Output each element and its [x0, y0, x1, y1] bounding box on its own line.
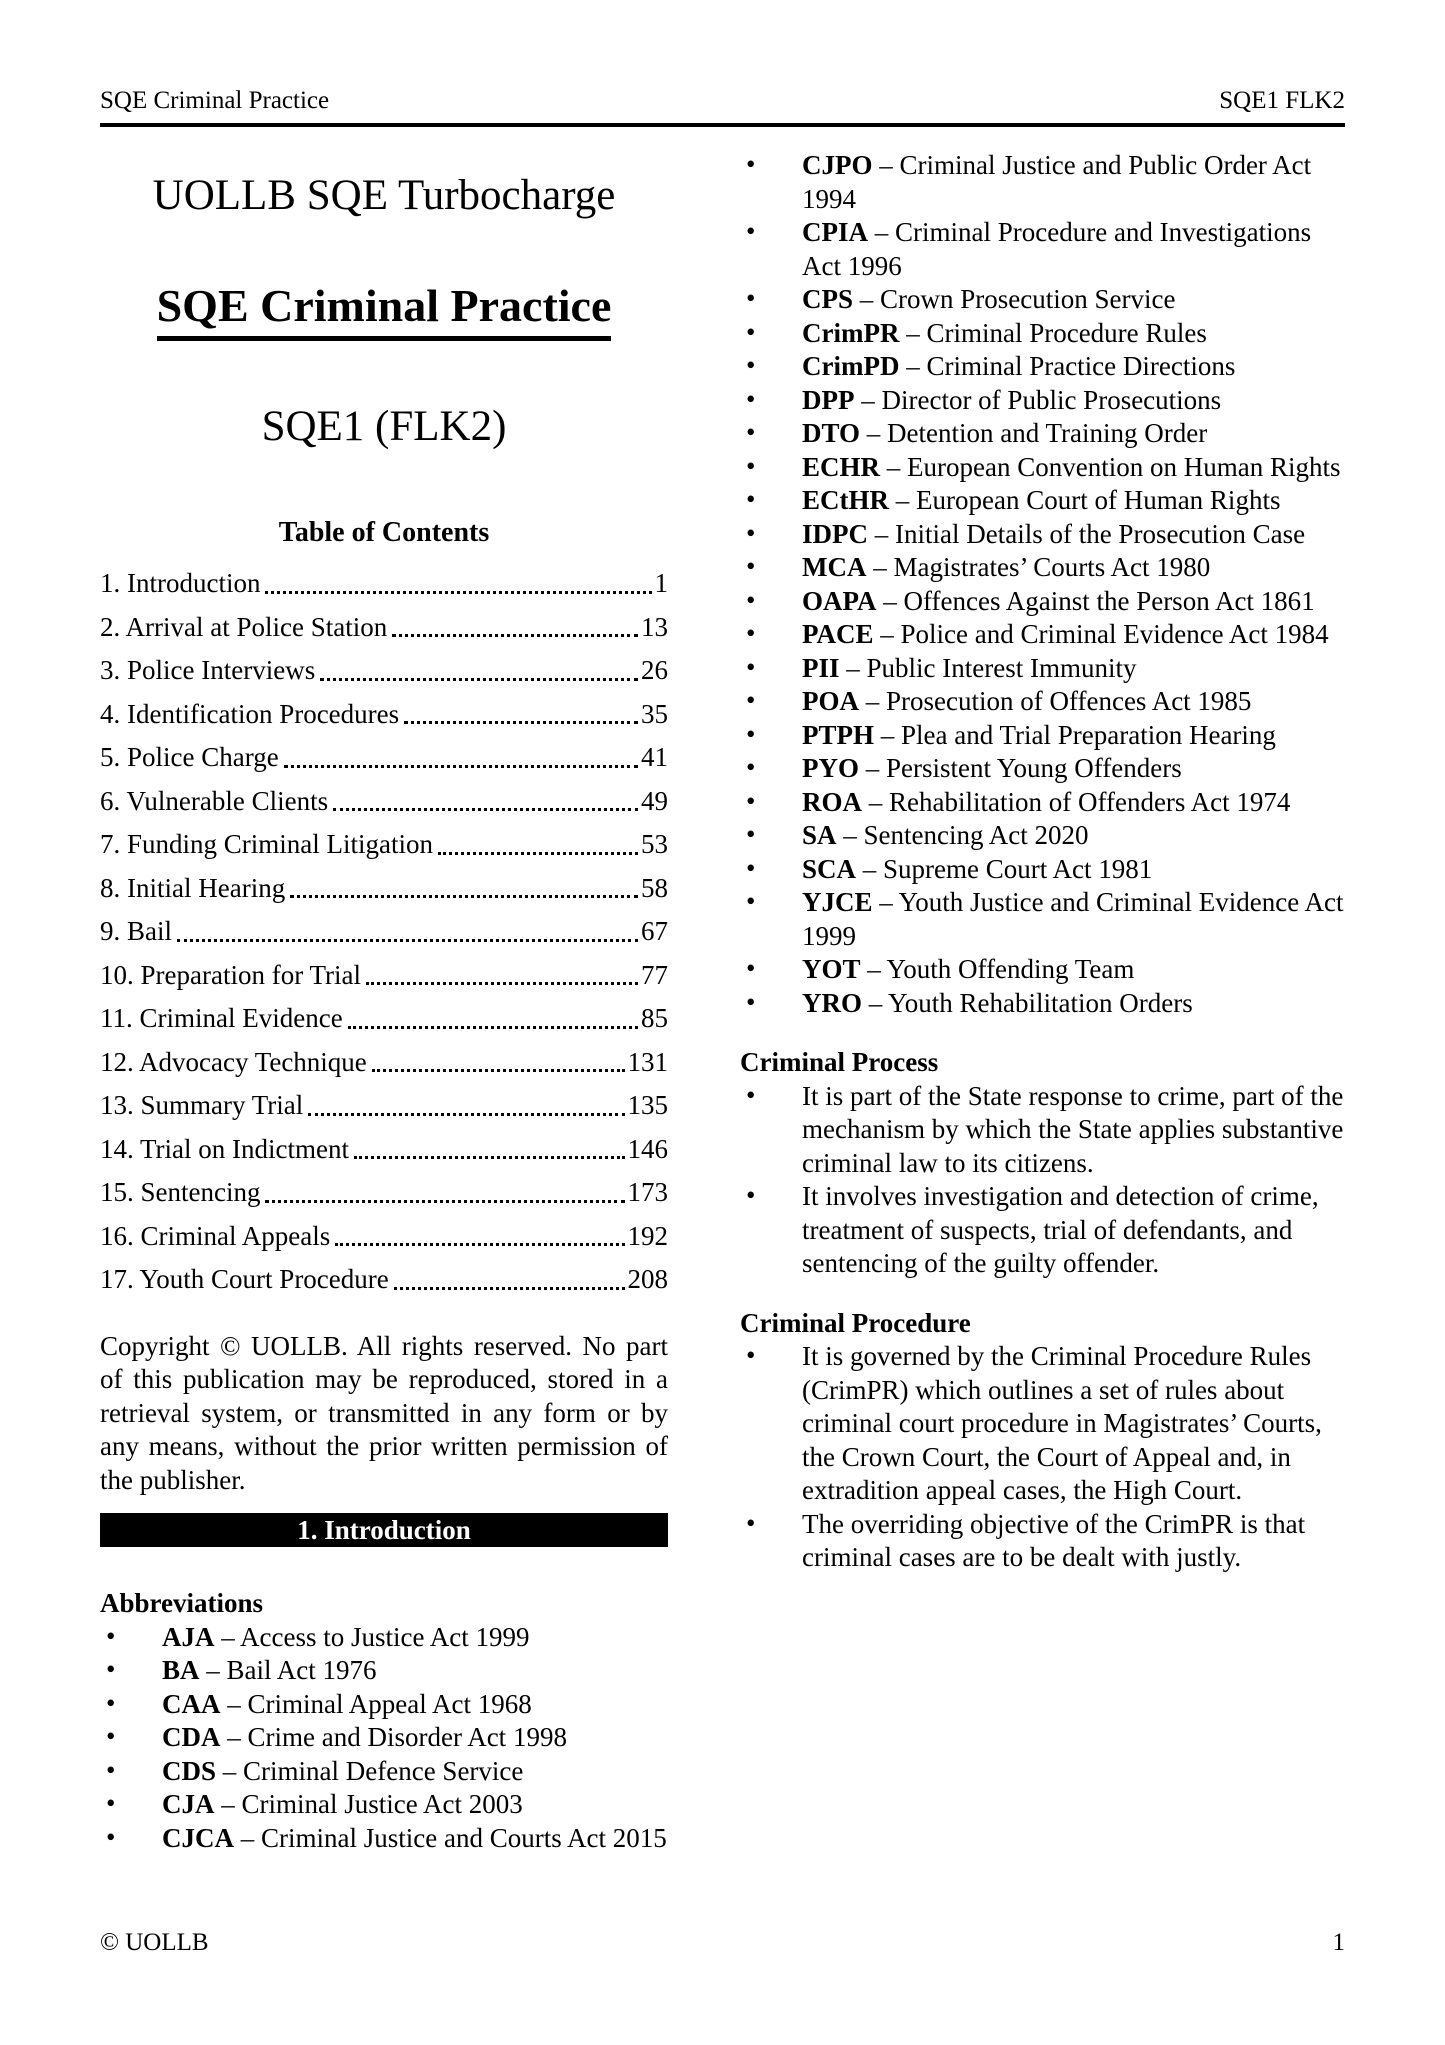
abbreviation-definition: – Rehabilitation of Offenders Act 1974 [862, 786, 1291, 817]
abbreviation-definition: – Director of Public Prosecutions [854, 384, 1222, 415]
bullet-icon: • [746, 1340, 756, 1370]
toc-entry-label: 3. Police Interviews [100, 655, 316, 686]
abbreviation-item [100, 1755, 668, 1789]
bullet-icon: • [746, 551, 756, 581]
bullet-icon: • [106, 1788, 116, 1819]
toc-entry-label: 9. Bail [100, 916, 172, 947]
toc-entry-label: 13. Summary Trial [100, 1090, 304, 1121]
abbreviation-definition: – Bail Act 1976 [199, 1655, 377, 1686]
toc-entry-page: 13 [641, 611, 668, 642]
bullet-icon: • [746, 953, 756, 983]
toc-leader-dots [333, 808, 638, 811]
bullet-item [740, 1180, 1345, 1281]
bullet-icon: • [746, 1079, 756, 1110]
bullet-text: It involves investigation and detection of crime, treatment of suspects, trial of defendants, and sentencing of the guilty offender. [802, 1181, 1319, 1278]
abbreviation-term: CPIA [802, 217, 868, 247]
toc-entry [100, 910, 668, 954]
abbreviation-definition: – Public Interest Immunity [839, 652, 1137, 683]
bullet-text: It is governed by the Criminal Procedure Rules (CrimPR) which outlines a set of rules about criminal court procedure in Magistrates’ Courts, the Crown Court, the Court of Appeal and, in extradition appeal cases, the High Court. [802, 1341, 1322, 1505]
abbreviation-item [740, 652, 1345, 686]
abbreviation-term: DPP [802, 384, 855, 415]
bullet-icon: • [746, 785, 756, 816]
toc-leader-dots [366, 982, 638, 985]
abbreviation-term: PII [802, 652, 840, 683]
abbreviation-term: MCA [802, 552, 867, 582]
bullet-icon: • [746, 283, 756, 313]
toc-entry [100, 649, 668, 693]
toc-entry-label: 16. Criminal Appeals [100, 1220, 331, 1251]
toc-entry [100, 1258, 668, 1302]
running-header [100, 88, 1345, 127]
toc-entry [100, 736, 668, 780]
abbreviation-definition: – Crime and Disorder Act 1998 [220, 1722, 567, 1753]
toc-leader-dots [394, 1287, 625, 1290]
abbreviation-definition: – Access to Justice Act 1999 [214, 1621, 530, 1652]
abbreviation-term: CDA [162, 1722, 221, 1753]
left-column [100, 127, 668, 1855]
toc-entry [100, 606, 668, 650]
abbreviation-item [740, 317, 1345, 351]
abbreviation-item [740, 886, 1345, 953]
abbreviation-definition: – Police and Criminal Evidence Act 1984 [873, 619, 1329, 649]
toc-entry-page: 77 [641, 959, 668, 990]
toc-leader-dots [177, 939, 638, 942]
toc-entry-label: 1. Introduction [100, 568, 261, 599]
abbreviation-term: CJCA [162, 1822, 234, 1853]
abbreviation-item [740, 585, 1345, 619]
toc-entry-page: 146 [627, 1133, 668, 1164]
abbreviation-term: ROA [802, 786, 862, 817]
abbreviation-item [100, 1654, 668, 1688]
bullet-icon: • [746, 852, 756, 883]
abbreviation-definition: – Sentencing Act 2020 [836, 820, 1089, 850]
bullet-icon: • [746, 316, 756, 347]
abbreviation-definition: – Initial Details of the Prosecution Case [868, 518, 1306, 549]
abbreviation-definition: – Criminal Justice and Courts Act 2015 [234, 1822, 667, 1853]
abbreviation-definition: – Plea and Trial Preparation Hearing [874, 719, 1276, 750]
toc-entry [100, 954, 668, 998]
toc-heading: Table of Contents [278, 516, 490, 548]
abbreviations-list-right [740, 149, 1345, 1020]
toc-entry-label: 12. Advocacy Technique [100, 1046, 367, 1077]
abbreviation-term: ECtHR [802, 485, 889, 515]
abbreviation-item [740, 149, 1345, 216]
abbreviation-term: PYO [802, 753, 859, 783]
abbreviation-definition: – Criminal Justice and Public Order Act 1994 [802, 150, 1312, 214]
toc-entry [100, 823, 668, 867]
abbreviation-item [740, 350, 1345, 384]
toc-entry-page: 53 [641, 829, 668, 860]
toc-entry [100, 1128, 668, 1172]
toc-entry [100, 1171, 668, 1215]
abbreviation-item [740, 384, 1345, 418]
bullet-icon: • [746, 718, 756, 749]
abbreviation-definition: – Magistrates’ Courts Act 1980 [866, 552, 1211, 582]
abbreviation-definition: – European Court of Human Rights [889, 485, 1281, 515]
bullet-icon: • [746, 618, 756, 648]
abbreviation-term: YRO [802, 987, 862, 1018]
bullet-text: It is part of the State response to crime, part of the mechanism by which the State applies substantive criminal law to its citizens. [802, 1080, 1344, 1178]
toc-entry [100, 693, 668, 737]
toc-entry [100, 1084, 668, 1128]
abbreviation-term: SA [802, 820, 837, 850]
bullet-icon: • [106, 1821, 116, 1852]
abbreviation-definition: – Criminal Justice Act 2003 [214, 1789, 523, 1820]
bullet-icon: • [746, 819, 756, 849]
abbreviation-item [100, 1688, 668, 1722]
bullet-icon: • [106, 1721, 116, 1752]
abbreviation-definition: – Youth Rehabilitation Orders [862, 987, 1193, 1018]
abbreviation-item [740, 752, 1345, 786]
toc-entry-page: 67 [641, 916, 668, 947]
bullet-icon: • [746, 752, 756, 782]
abbreviation-definition: – Detention and Training Order [860, 418, 1208, 448]
abbreviation-definition: – Offences Against the Person Act 1861 [876, 585, 1315, 616]
section-heading-criminal-process: Criminal Process [740, 1047, 939, 1077]
bullet-icon: • [746, 1507, 756, 1538]
abbreviation-term: SCA [802, 853, 857, 884]
abbreviation-term: AJA [162, 1621, 215, 1652]
bullet-icon: • [106, 1687, 116, 1718]
abbreviation-item [740, 953, 1345, 987]
toc-entry-label: 2. Arrival at Police Station [100, 611, 388, 642]
abbreviation-term: POA [802, 686, 859, 716]
abbreviation-definition: – Criminal Defence Service [216, 1755, 524, 1786]
abbreviation-item [740, 853, 1345, 887]
toc-entry-label: 4. Identification Procedures [100, 698, 400, 729]
bullet-icon: • [746, 517, 756, 548]
toc-leader-dots [265, 591, 651, 594]
abbreviation-term: YJCE [802, 887, 873, 917]
footer [100, 1928, 1345, 1958]
toc-entry-label: 14. Trial on Indictment [100, 1133, 349, 1164]
running-header-right: SQE1 FLK2 [1219, 87, 1345, 114]
bullet-item [740, 1080, 1345, 1181]
abbreviation-term: IDPC [802, 518, 868, 549]
abbreviation-item [740, 551, 1345, 585]
toc-leader-dots [372, 1069, 625, 1072]
abbreviation-definition: – Youth Justice and Criminal Evidence Act 1999 [802, 887, 1344, 951]
doc-subtitle: SQE1 (FLK2) [261, 403, 507, 451]
toc-entry-page: 131 [627, 1046, 668, 1077]
toc-entry-page: 208 [627, 1264, 668, 1295]
toc-entry [100, 1215, 668, 1259]
abbreviation-item [100, 1788, 668, 1822]
toc-entry-label: 5. Police Charge [100, 742, 279, 773]
toc-entry-label: 15. Sentencing [100, 1177, 261, 1208]
abbreviation-term: CrimPD [802, 351, 900, 381]
abbreviation-term: CDS [162, 1755, 217, 1786]
abbreviation-term: CAA [162, 1688, 221, 1719]
bullet-icon: • [746, 383, 756, 414]
abbreviation-term: PACE [802, 619, 874, 649]
toc-entry-page: 41 [641, 742, 668, 773]
abbreviation-item [100, 1721, 668, 1755]
toc-leader-dots [348, 1026, 638, 1029]
toc-leader-dots [290, 895, 638, 898]
bullet-icon: • [746, 149, 756, 179]
toc-leader-dots [335, 1243, 624, 1246]
bullet-icon: • [746, 584, 756, 615]
bullet-item [740, 1340, 1345, 1508]
bullet-icon: • [106, 1654, 116, 1685]
abbreviations-heading: Abbreviations [100, 1588, 264, 1619]
two-column-body [100, 127, 1345, 1855]
abbreviation-term: BA [162, 1655, 200, 1686]
toc-leader-dots [308, 1113, 624, 1116]
toc-leader-dots [438, 852, 638, 855]
abbreviation-definition: – European Convention on Human Rights [880, 451, 1341, 482]
toc-entry-label: 17. Youth Court Procedure [100, 1264, 389, 1295]
toc-entry [100, 562, 668, 606]
abbreviation-term: OAPA [802, 585, 877, 616]
abbreviation-item [740, 484, 1345, 518]
abbreviation-item [740, 451, 1345, 485]
toc-entry-label: 11. Criminal Evidence [100, 1003, 343, 1034]
toc-entry-page: 192 [627, 1220, 668, 1251]
bullet-icon: • [746, 450, 756, 481]
right-column [740, 127, 1345, 1855]
abbreviation-definition: – Persistent Young Offenders [859, 753, 1182, 783]
doc-main-title-text: SQE Criminal Practice [157, 280, 612, 341]
toc-leader-dots [265, 1200, 624, 1203]
abbreviation-term: CrimPR [802, 317, 900, 348]
doc-series-title: UOLLB SQE Turbocharge [152, 172, 616, 219]
bullet-icon: • [746, 651, 756, 682]
toc-entry-page: 135 [627, 1090, 668, 1121]
abbreviation-term: CPS [802, 284, 854, 314]
criminal-procedure-bullet-list [740, 1340, 1345, 1575]
abbreviation-term: DTO [802, 418, 861, 448]
toc-entry-label: 8. Initial Hearing [100, 872, 286, 903]
bullet-icon: • [746, 685, 756, 715]
abbreviation-term: PTPH [802, 719, 874, 750]
abbreviation-item [740, 819, 1345, 853]
abbreviation-item [740, 283, 1345, 317]
toc-leader-dots [354, 1156, 625, 1159]
abbreviation-item [740, 685, 1345, 719]
abbreviation-item [740, 518, 1345, 552]
toc-leader-dots [392, 634, 638, 637]
bullet-icon: • [746, 484, 756, 514]
toc-leader-dots [404, 721, 638, 724]
doc-main-title [100, 282, 668, 330]
abbreviation-definition: – Criminal Practice Directions [899, 351, 1236, 381]
toc-entry-label: 10. Preparation for Trial [100, 959, 361, 990]
abbreviation-term: ECHR [802, 451, 881, 482]
toc-entry-page: 49 [641, 785, 668, 816]
abbreviation-term: CJA [162, 1789, 215, 1820]
toc-leader-dots [284, 765, 638, 768]
toc-entry-page: 85 [641, 1003, 668, 1034]
abbreviation-definition: – Crown Prosecution Service [853, 284, 1176, 314]
running-header-left: SQE Criminal Practice [100, 87, 330, 114]
bullet-icon: • [746, 886, 756, 916]
bullet-icon: • [746, 1180, 756, 1210]
abbreviation-definition: – Criminal Appeal Act 1968 [220, 1688, 532, 1719]
bullet-item [740, 1508, 1345, 1575]
toc-entry [100, 867, 668, 911]
abbreviation-item [740, 216, 1345, 283]
abbreviation-definition: – Prosecution of Offences Act 1985 [859, 686, 1252, 716]
abbreviation-item [740, 618, 1345, 652]
abbreviation-item [740, 987, 1345, 1021]
abbreviation-item [740, 786, 1345, 820]
toc-entry-page: 26 [641, 655, 668, 686]
abbreviation-definition: – Criminal Procedure Rules [899, 317, 1207, 348]
toc-entry-label: 7. Funding Criminal Litigation [100, 829, 433, 860]
toc-entry [100, 997, 668, 1041]
criminal-process-bullet-list [740, 1080, 1345, 1281]
bullet-icon: • [106, 1754, 116, 1785]
footer-copyright: © UOLLB [100, 1929, 209, 1956]
toc-entry-label: 6. Vulnerable Clients [100, 785, 329, 816]
bullet-icon: • [746, 417, 756, 447]
abbreviation-term: YOT [802, 954, 861, 984]
copyright-paragraph: Copyright © UOLLB. All rights reserved. No part of this publication may be reproduced, stored in a retrieval system, or transmitted in any form or by any means, without the prior written permission of the publisher. [100, 1330, 668, 1495]
abbreviation-item [100, 1621, 668, 1655]
bullet-icon: • [746, 350, 756, 380]
bullet-icon: • [746, 986, 756, 1017]
bullet-icon: • [106, 1620, 116, 1651]
bullet-text: The overriding objective of the CrimPR is that criminal cases are to be dealt with justly. [802, 1508, 1306, 1572]
toc-entry [100, 1041, 668, 1085]
abbreviation-definition: – Criminal Procedure and Investigations Act 1996 [802, 217, 1312, 281]
bullet-icon: • [746, 216, 756, 246]
toc-list [100, 562, 668, 1302]
toc-entry-page: 58 [641, 872, 668, 903]
toc-entry-page: 173 [627, 1177, 668, 1208]
toc-entry [100, 780, 668, 824]
abbreviation-term: CJPO [802, 150, 873, 180]
toc-entry-page: 1 [654, 568, 668, 599]
section-banner: 1. Introduction [100, 1513, 668, 1547]
abbreviation-item [740, 719, 1345, 753]
footer-page-number: 1 [1332, 1929, 1345, 1956]
toc-leader-dots [320, 678, 638, 681]
abbreviation-definition: – Youth Offending Team [860, 954, 1135, 984]
abbreviation-item [740, 417, 1345, 451]
toc-entry-page: 35 [641, 698, 668, 729]
section-heading-criminal-procedure: Criminal Procedure [740, 1307, 971, 1338]
abbreviation-item [100, 1822, 668, 1856]
abbreviation-definition: – Supreme Court Act 1981 [856, 853, 1153, 884]
abbreviations-list-left [100, 1621, 668, 1856]
